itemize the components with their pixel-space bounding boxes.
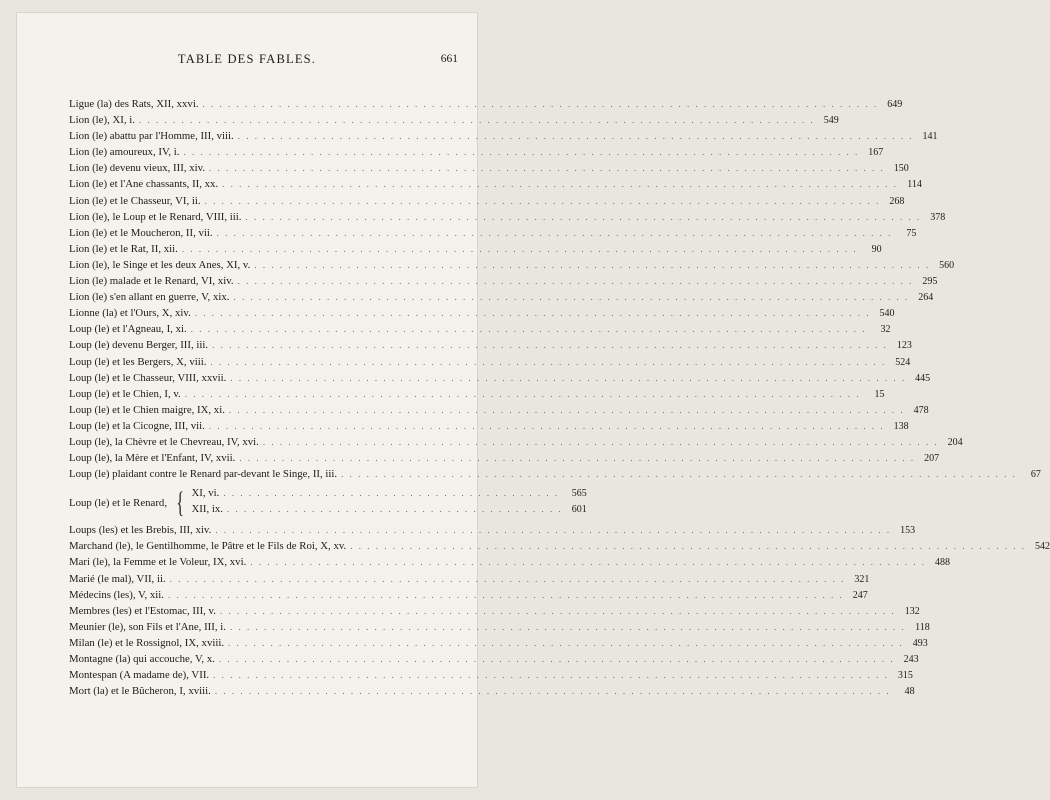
index-entry — [69, 291, 934, 307]
dot-leader — [217, 228, 893, 238]
dot-leader — [350, 541, 1026, 551]
entry-page-number: 15 — [874, 388, 885, 400]
running-title: TABLE DES FABLES. — [177, 52, 317, 66]
index-list — [69, 98, 1050, 701]
index-entry — [69, 114, 839, 130]
index-entry — [69, 323, 891, 339]
index-entry — [69, 387, 885, 404]
dot-leader — [195, 308, 871, 318]
dot-leader — [229, 405, 905, 415]
index-entry — [69, 452, 940, 468]
dot-leader — [246, 212, 922, 222]
page-header — [16, 52, 478, 74]
entry-page-number: 114 — [907, 179, 922, 191]
index-entry — [69, 685, 915, 701]
dot-leader — [227, 504, 563, 514]
index-entry-group — [69, 486, 587, 520]
dot-leader — [341, 469, 1017, 479]
dot-leader — [230, 373, 906, 383]
index-entry — [69, 556, 951, 572]
dot-leader — [215, 525, 891, 535]
index-entry — [69, 403, 929, 420]
entry-title: Membres (les) et l'Estomac, III, v. — [69, 604, 216, 617]
entry-title: Lion (le) s'en allant en guerre, V, xix. — [69, 291, 230, 304]
dot-leader — [254, 260, 930, 270]
entry-page-number: 549 — [823, 115, 839, 127]
entry-page-number: 560 — [939, 259, 955, 271]
entry-title: Loup (le) et le Chien, I, v. — [69, 387, 181, 400]
entry-page-number: 204 — [947, 436, 963, 448]
entry-title: Meunier (le), son Fils et l'Ane, III, i. — [69, 620, 226, 633]
index-entry — [69, 468, 1041, 484]
entry-page-number: 138 — [893, 420, 909, 432]
dot-leader — [205, 196, 881, 206]
index-entry — [69, 258, 955, 275]
dot-leader — [210, 357, 886, 367]
index-entry — [69, 275, 938, 291]
dot-leader — [185, 389, 861, 399]
entry-title: Loup (le) et les Bergers, X, viii. — [69, 355, 207, 368]
index-entry — [69, 162, 909, 178]
entry-page-number: 264 — [918, 292, 934, 304]
entry-page-number: 32 — [880, 324, 891, 336]
entry-title: Lion (le), le Singe et les deux Anes, XI, v. — [69, 258, 251, 271]
dot-leader — [222, 179, 898, 189]
entry-title: Loup (le) plaidant contre le Renard par-devant le Singe, II, iii. — [69, 468, 338, 481]
index-entry — [69, 604, 920, 621]
dot-leader — [233, 292, 909, 302]
index-entry — [69, 307, 895, 323]
entry-title: Loup (le), la Chèvre et le Chevreau, IV, xvi. — [69, 435, 259, 448]
index-entry — [69, 636, 928, 653]
entry-page-number: 207 — [924, 453, 940, 465]
entry-title: Lion (le) et le Chasseur, VI, ii. — [69, 194, 201, 207]
dot-leader — [182, 244, 858, 254]
entry-page-number: 542 — [1035, 541, 1050, 553]
entry-title: Milan (le) et le Rossignol, IX, xviii. — [69, 636, 225, 649]
dot-leader — [223, 488, 562, 498]
dot-leader — [220, 606, 896, 616]
dot-leader — [239, 453, 915, 463]
index-entry — [69, 371, 931, 388]
entry-title: Loup (le) et le Renard, — [69, 497, 168, 510]
dot-leader — [250, 557, 926, 567]
entry-title: Ligue (la) des Rats, XII, xxvi. — [69, 98, 199, 110]
entry-page-number: 123 — [896, 340, 912, 352]
dot-leader — [183, 147, 859, 157]
entry-page-number: 118 — [915, 621, 930, 633]
entry-title: Lion (le) et le Rat, II, xii. — [69, 242, 178, 255]
dot-leader — [203, 99, 879, 109]
index-entry — [69, 669, 913, 685]
entry-subreferences — [191, 487, 586, 519]
sub-entry-ref: XII, ix. — [191, 503, 223, 516]
dot-leader — [168, 590, 844, 600]
index-entry — [69, 435, 963, 452]
entry-title: Lion (le), XI, i. — [69, 114, 135, 127]
entry-title: Montespan (A madame de), VII. — [69, 669, 210, 682]
entries-before — [69, 98, 1041, 484]
index-entry — [69, 146, 884, 162]
entry-title: Lion (le) et l'Ane chassants, II, xx. — [69, 178, 219, 191]
sub-entry-page: 601 — [571, 504, 587, 516]
index-entry — [69, 588, 868, 605]
entry-page-number: 524 — [895, 356, 911, 368]
entry-page-number: 493 — [912, 637, 928, 649]
entry-title: Loup (le) et le Chasseur, VIII, xxvii. — [69, 371, 227, 384]
entry-page-number: 540 — [879, 308, 895, 320]
index-entry — [69, 242, 882, 259]
entry-title: Lion (le) et le Moucheron, II, vii. — [69, 226, 213, 239]
dot-leader — [209, 163, 885, 173]
index-entry — [69, 540, 1050, 556]
index-entry — [69, 210, 946, 227]
index-entry — [69, 620, 930, 637]
index-entry — [69, 653, 919, 669]
entry-title: Lion (le) amoureux, IV, i. — [69, 146, 180, 159]
index-entry — [69, 339, 912, 355]
sub-entry — [191, 503, 586, 519]
entry-title: Lion (le) abattu par l'Homme, III, viii. — [69, 130, 234, 143]
index-entry — [69, 226, 917, 243]
index-entry — [69, 194, 905, 211]
dot-leader — [215, 686, 891, 696]
entry-page-number: 141 — [922, 131, 938, 143]
entry-page-number: 321 — [854, 573, 870, 585]
entry-title: Mari (le), la Femme et le Voleur, IX, xvi. — [69, 556, 247, 569]
entry-page-number: 488 — [935, 557, 951, 569]
dot-leader — [238, 276, 914, 286]
entry-title: Marchand (le), le Gentilhomme, le Pâtre et le Fils de Roi, X, xv. — [69, 540, 347, 553]
sub-entry-ref: XI, vi. — [191, 487, 220, 500]
entry-title: Montagne (la) qui accouche, V, x. — [69, 653, 215, 665]
entry-page-number: 153 — [900, 525, 916, 537]
dot-leader — [228, 638, 904, 648]
brace-icon: { — [176, 486, 185, 520]
sub-entry — [191, 487, 586, 503]
entry-page-number: 243 — [903, 654, 919, 665]
dot-leader — [170, 574, 846, 584]
entries-after — [69, 524, 1050, 701]
dot-leader — [212, 340, 888, 350]
dot-leader — [219, 654, 895, 664]
entry-title: Médecins (les), V, xii. — [69, 588, 164, 601]
entry-page-number: 445 — [915, 372, 931, 384]
entry-title: Loups (les) et les Brebis, III, xiv. — [69, 524, 212, 537]
index-entry — [69, 419, 909, 436]
entry-title: Lion (le), le Loup et le Renard, VIII, iii. — [69, 210, 242, 223]
dot-leader — [213, 670, 889, 680]
entry-page-number: 75 — [906, 227, 917, 239]
entry-page-number: 167 — [868, 147, 884, 159]
entry-title: Lion (le) malade et le Renard, VI, xiv. — [69, 275, 234, 288]
entry-title: Lion (le) devenu vieux, III, xiv. — [69, 162, 206, 175]
entry-title: Lionne (la) et l'Ours, X, xiv. — [69, 307, 191, 320]
entry-title: Marié (le mal), VII, ii. — [69, 572, 166, 585]
entry-page-number: 268 — [889, 195, 905, 207]
entry-page-number: 150 — [893, 163, 909, 175]
entry-page-number: 90 — [871, 243, 882, 255]
index-entry — [69, 572, 870, 589]
dot-leader — [209, 421, 885, 431]
entry-title: Loup (le) devenu Berger, III, iii. — [69, 339, 209, 352]
entry-page-number: 67 — [1030, 469, 1041, 481]
entry-page-number: 378 — [930, 211, 946, 223]
page-number: 661 — [440, 53, 458, 65]
index-entry — [69, 178, 922, 194]
entry-title: Loup (le), la Mère et l'Enfant, IV, xvii. — [69, 452, 236, 465]
entry-page-number: 478 — [913, 404, 929, 416]
dot-leader — [191, 324, 867, 334]
dot-leader — [230, 622, 906, 632]
entry-page-number: 315 — [897, 670, 913, 682]
entry-page-number: 132 — [904, 605, 920, 617]
index-entry — [69, 130, 938, 146]
index-entry — [69, 524, 916, 540]
sub-entry-page: 565 — [571, 488, 587, 500]
dot-leader — [139, 115, 815, 125]
entry-page-number: 247 — [852, 589, 868, 601]
entry-title: Mort (la) et le Bûcheron, I, xviii. — [69, 685, 211, 698]
entry-page-number: 48 — [904, 686, 915, 698]
entry-title: Loup (le) et la Cicogne, III, vii. — [69, 419, 205, 432]
entry-page-number: 649 — [887, 99, 903, 110]
index-entry — [69, 98, 903, 114]
dot-leader — [263, 437, 939, 447]
dot-leader — [238, 131, 914, 141]
entry-page-number: 295 — [922, 276, 938, 288]
entry-title: Loup (le) et l'Agneau, I, xi. — [69, 323, 187, 336]
index-entry — [69, 355, 911, 372]
book-page — [16, 12, 1050, 788]
entry-title: Loup (le) et le Chien maigre, IX, xi. — [69, 403, 225, 416]
